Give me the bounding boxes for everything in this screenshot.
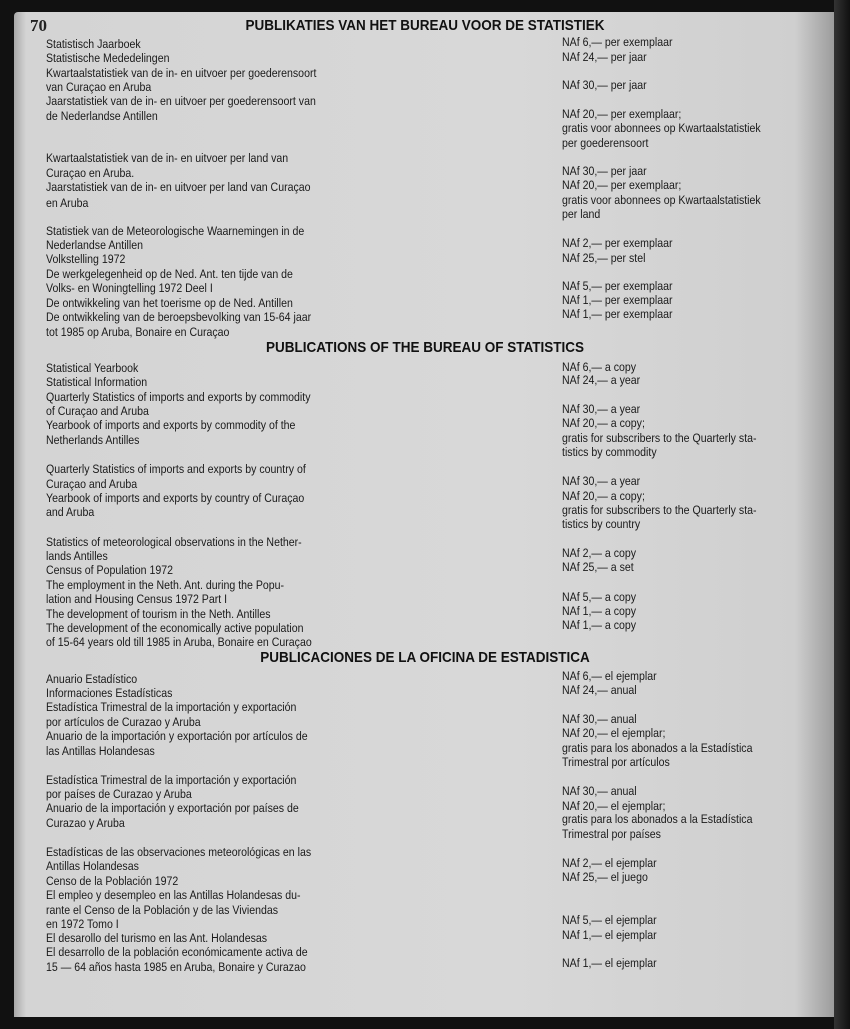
price-line: Trimestral por países bbox=[562, 827, 661, 841]
publication-title-line: The development of the economically active population bbox=[46, 621, 304, 635]
price-line: NAf 2,— el ejemplar bbox=[562, 856, 657, 870]
price-line: NAf 24,— anual bbox=[562, 683, 637, 697]
publication-title-line: Yearbook of imports and exports by commodity of the bbox=[46, 418, 296, 432]
publication-title-line: Statistiek van de Meteorologische Waarnemingen in de bbox=[46, 224, 305, 238]
publication-title-line: De werkgelegenheid op de Ned. Ant. ten tijde van de bbox=[46, 267, 293, 281]
publication-title-line: of 15-64 years old till 1985 in Aruba, Bonaire en Curaçao bbox=[46, 635, 312, 649]
publication-title-line: lation and Housing Census 1972 Part I bbox=[46, 592, 228, 606]
publication-title-line: Statistics of meteorological observations in the Nether- bbox=[46, 535, 302, 549]
publication-title-line: Jaarstatistiek van de in- en uitvoer per goederensoort van bbox=[46, 94, 316, 108]
publication-title-line: rante el Censo de la Población y de las Viviendas bbox=[46, 903, 279, 917]
price-line: NAf 5,— el ejemplar bbox=[562, 913, 657, 927]
publication-title-line: Curaçao and Aruba bbox=[46, 477, 138, 491]
publication-title-line: Quarterly Statistics of imports and exports by country of bbox=[46, 462, 306, 476]
price-line: NAf 25,— el juego bbox=[562, 870, 648, 884]
publication-title-line: Statistical Information bbox=[46, 375, 148, 389]
price-line: NAf 20,— a copy; bbox=[562, 416, 645, 430]
publication-title-line: and Aruba bbox=[46, 505, 95, 519]
price-line: NAf 5,— a copy bbox=[562, 590, 637, 604]
publication-title-line: Netherlands Antilles bbox=[46, 433, 140, 447]
price-line: gratis para los abonados a la Estadística bbox=[562, 741, 753, 755]
price-line: tistics by country bbox=[562, 517, 641, 531]
publication-title-line: Volks- en Woningtelling 1972 Deel I bbox=[46, 281, 213, 295]
publication-title-line: Quarterly Statistics of imports and exports by commodity bbox=[46, 390, 311, 404]
price-line: NAf 20,— per exemplaar; bbox=[562, 178, 682, 192]
publication-title-line: De ontwikkeling van het toerisme op de Ned. Antillen bbox=[46, 296, 293, 310]
publication-title-line: Kwartaalstatistiek van de in- en uitvoer per goederensoort bbox=[46, 66, 317, 80]
publication-title-line: Yearbook of imports and exports by country of Curaçao bbox=[46, 491, 305, 505]
publication-title-line: en 1972 Tomo I bbox=[46, 917, 119, 931]
book-spine-edge bbox=[834, 0, 850, 1029]
publication-title-line: Estadísticas de las observaciones meteorológicas en las bbox=[46, 845, 312, 859]
publication-title-line: lands Antilles bbox=[46, 549, 108, 563]
page-number: 70 bbox=[30, 16, 47, 35]
publication-title-line: Kwartaalstatistiek van de in- en uitvoer per land van bbox=[46, 151, 289, 165]
price-line: NAf 24,— per jaar bbox=[562, 50, 647, 64]
price-line: gratis voor abonnees op Kwartaalstatistiek bbox=[562, 193, 761, 207]
price-line: NAf 2,— per exemplaar bbox=[562, 236, 673, 250]
publication-title-line: El desarollo del turismo en las Ant. Holandesas bbox=[46, 931, 268, 945]
publication-title-line: van Curaçao en Aruba bbox=[46, 80, 152, 94]
publication-title-line: Statistisch Jaarboek bbox=[46, 37, 141, 51]
publication-title-line: Volkstelling 1972 bbox=[46, 252, 126, 266]
price-line: NAf 6,— per exemplaar bbox=[562, 35, 673, 49]
price-line: per land bbox=[562, 207, 601, 221]
publication-title-line: Anuario Estadístico bbox=[46, 672, 138, 686]
publication-title-line: Statistical Yearbook bbox=[46, 361, 139, 375]
price-line: NAf 1,— el ejemplar bbox=[562, 956, 657, 970]
section-title: PUBLICACIONES DE LA OFICINA DE ESTADISTICA bbox=[260, 649, 590, 666]
publication-title-line: Statistische Mededelingen bbox=[46, 51, 170, 65]
publication-title-line: Anuario de la importación y exportación por artículos de bbox=[46, 729, 308, 743]
price-line: NAf 30,— per jaar bbox=[562, 164, 647, 178]
price-line: gratis para los abonados a la Estadística bbox=[562, 812, 753, 826]
publication-title-line: Curazao y Aruba bbox=[46, 816, 125, 830]
publication-title-line: The employment in the Neth. Ant. during the Popu- bbox=[46, 578, 285, 592]
publication-title-line: 15 — 64 años hasta 1985 en Aruba, Bonaire y Curazao bbox=[46, 960, 306, 974]
price-line: NAf 20,— el ejemplar; bbox=[562, 726, 666, 740]
price-line: tistics by commodity bbox=[562, 445, 657, 459]
price-line: gratis voor abonnees op Kwartaalstatistiek bbox=[562, 121, 761, 135]
price-line: Trimestral por artículos bbox=[562, 755, 670, 769]
publication-title-line: Nederlandse Antillen bbox=[46, 238, 144, 252]
price-line: NAf 20,— el ejemplar; bbox=[562, 799, 666, 813]
price-line: NAf 6,— a copy bbox=[562, 360, 637, 374]
publication-title-line: Estadística Trimestral de la importación y exportación bbox=[46, 773, 297, 787]
publication-title-line: El empleo y desempleo en las Antillas Holandesas du- bbox=[46, 888, 301, 902]
publication-title-line: en Aruba bbox=[46, 196, 89, 210]
section-title: PUBLIKATIES VAN HET BUREAU VOOR DE STATISTIEK bbox=[245, 17, 605, 34]
price-line: NAf 30,— per jaar bbox=[562, 78, 647, 92]
price-line: per goederensoort bbox=[562, 136, 649, 150]
price-line: NAf 1,— per exemplaar bbox=[562, 293, 673, 307]
price-line: NAf 24,— a year bbox=[562, 373, 641, 387]
price-line: NAf 1,— a copy bbox=[562, 604, 637, 618]
price-line: NAf 25,— per stel bbox=[562, 251, 646, 265]
price-line: NAf 5,— per exemplaar bbox=[562, 279, 673, 293]
publication-title-line: las Antillas Holandesas bbox=[46, 744, 155, 758]
price-line: gratis for subscribers to the Quarterly sta- bbox=[562, 503, 757, 517]
price-line: NAf 30,— anual bbox=[562, 784, 637, 798]
price-line: NAf 30,— anual bbox=[562, 712, 637, 726]
publication-title-line: de Nederlandse Antillen bbox=[46, 109, 158, 123]
publication-title-line: Informaciones Estadísticas bbox=[46, 686, 173, 700]
price-line: NAf 30,— a year bbox=[562, 402, 641, 416]
publication-title-line: The development of tourism in the Neth. Antilles bbox=[46, 607, 271, 621]
price-line: NAf 25,— a set bbox=[562, 560, 634, 574]
publication-title-line: Census of Population 1972 bbox=[46, 563, 173, 577]
price-line: NAf 1,— el ejemplar bbox=[562, 928, 657, 942]
publication-title-line: Estadística Trimestral de la importación y exportación bbox=[46, 700, 297, 714]
price-line: NAf 1,— a copy bbox=[562, 618, 637, 632]
publication-title-line: of Curaçao and Aruba bbox=[46, 404, 149, 418]
publication-title-line: por países de Curazao y Aruba bbox=[46, 787, 192, 801]
publication-title-line: Curaçao en Aruba. bbox=[46, 166, 135, 180]
publication-title-line: De ontwikkeling van de beroepsbevolking van 15-64 jaar bbox=[46, 310, 312, 324]
publication-title-line: Anuario de la importación y exportación por países de bbox=[46, 801, 299, 815]
price-line: NAf 30,— a year bbox=[562, 474, 641, 488]
price-line: NAf 2,— a copy bbox=[562, 546, 637, 560]
section-title: PUBLICATIONS OF THE BUREAU OF STATISTICS bbox=[265, 339, 584, 356]
publication-title-line: Jaarstatistiek van de in- en uitvoer per land van Curaçao bbox=[46, 180, 311, 194]
publication-title-line: tot 1985 op Aruba, Bonaire en Curaçao bbox=[46, 325, 230, 339]
publication-title-line: Censo de la Población 1972 bbox=[46, 874, 179, 888]
price-line: NAf 20,— a copy; bbox=[562, 489, 645, 503]
publication-title-line: El desarrollo de la población económicamente activa de bbox=[46, 945, 308, 959]
price-line: NAf 20,— per exemplaar; bbox=[562, 107, 682, 121]
publication-title-line: Antillas Holandesas bbox=[46, 859, 139, 873]
price-line: NAf 6,— el ejemplar bbox=[562, 669, 657, 683]
publication-title-line: por artículos de Curazao y Aruba bbox=[46, 715, 201, 729]
price-line: gratis for subscribers to the Quarterly sta- bbox=[562, 431, 757, 445]
price-line: NAf 1,— per exemplaar bbox=[562, 307, 673, 321]
